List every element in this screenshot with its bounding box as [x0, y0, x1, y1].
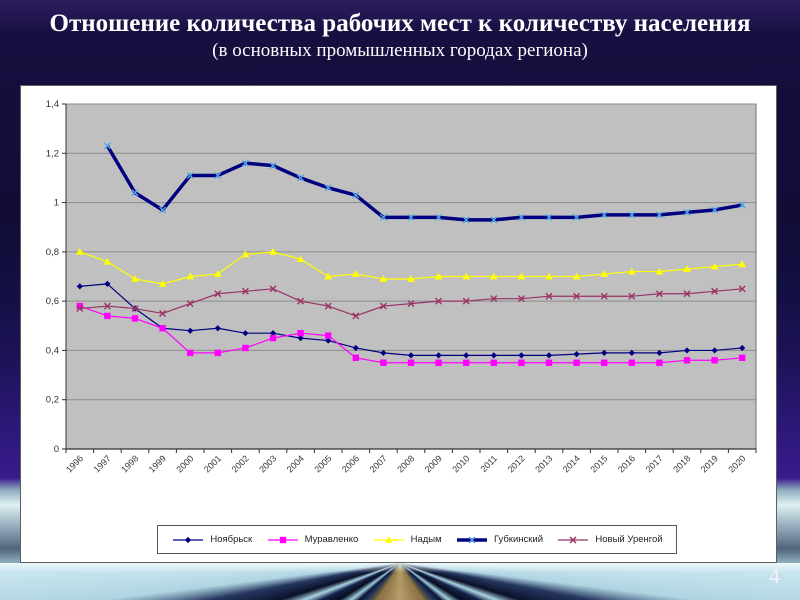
- y-axis-tick-label: 0,2: [45, 394, 59, 406]
- x-axis-tick-label: 2004: [284, 453, 307, 475]
- y-axis-tick-label: 0,4: [45, 345, 59, 357]
- slide-title: Отношение количества рабочих мест к количеству населения: [49, 10, 751, 37]
- x-axis-tick-label: 1997: [91, 453, 113, 475]
- legend-item: [372, 534, 442, 546]
- y-axis-tick-label: 1,4: [45, 99, 59, 110]
- x-axis-tick-label: 2018: [671, 453, 693, 475]
- legend-line-sample: [372, 534, 406, 546]
- chart-panel: [20, 85, 777, 563]
- x-axis-tick-label: 2009: [422, 453, 445, 475]
- x-axis-tick-label: 1998: [119, 453, 141, 475]
- x-axis-tick-label: 2002: [229, 453, 251, 475]
- legend-label: Новый Уренгой: [595, 534, 663, 545]
- x-axis-tick-label: 2008: [395, 453, 417, 475]
- legend-item: [556, 534, 662, 546]
- x-axis-tick-label: 2000: [174, 453, 196, 475]
- x-axis-tick-label: 1999: [146, 453, 169, 475]
- x-axis-tick-label: 2015: [588, 453, 610, 475]
- legend-item: [455, 534, 543, 546]
- legend-item: [266, 534, 359, 546]
- legend-label: Ноябрьск: [210, 534, 253, 545]
- chart-svg: [21, 86, 776, 562]
- road-horizon-graphic: [0, 563, 800, 600]
- x-axis-tick-label: 2020: [726, 453, 748, 475]
- legend-line-sample: [556, 534, 590, 546]
- y-axis-tick-label: 0,8: [45, 246, 59, 258]
- x-axis-tick-label: 2011: [478, 453, 500, 475]
- slide-subtitle: (в основных промышленных городах региона): [212, 40, 588, 62]
- legend-line-sample: [266, 534, 300, 546]
- x-axis-tick-label: 2013: [533, 453, 555, 475]
- x-axis-tick-label: 2012: [505, 453, 527, 475]
- chart-legend: [157, 525, 677, 554]
- legend-item: [171, 534, 252, 546]
- title-block: [0, 8, 800, 64]
- x-axis-tick-label: 2019: [698, 453, 721, 475]
- x-axis-tick-label: 2005: [312, 453, 334, 475]
- legend-line-sample: [171, 534, 205, 546]
- x-axis-tick-label: 2001: [201, 453, 224, 475]
- x-axis-tick-label: 2010: [450, 453, 472, 475]
- x-axis-tick-label: 2006: [339, 453, 362, 475]
- y-axis-tick-label: 0,6: [45, 296, 59, 308]
- x-axis-tick-label: 2017: [643, 453, 665, 475]
- legend-label: Надым: [410, 534, 442, 545]
- x-axis-tick-label: 2003: [257, 453, 279, 475]
- page-number: 4: [769, 563, 780, 588]
- x-axis-tick-label: 1996: [63, 453, 86, 475]
- x-axis-tick-label: 2014: [560, 453, 583, 475]
- legend-label: Губкинский: [493, 534, 544, 545]
- y-axis-tick-label: 1,2: [45, 148, 59, 160]
- y-axis-tick-label: 0: [53, 444, 59, 455]
- x-axis-tick-label: 2016: [615, 453, 638, 475]
- legend-line-sample: [455, 534, 489, 546]
- legend-label: Муравленко: [304, 534, 359, 545]
- x-axis-tick-label: 2007: [367, 453, 389, 475]
- y-axis-tick-label: 1: [53, 197, 59, 209]
